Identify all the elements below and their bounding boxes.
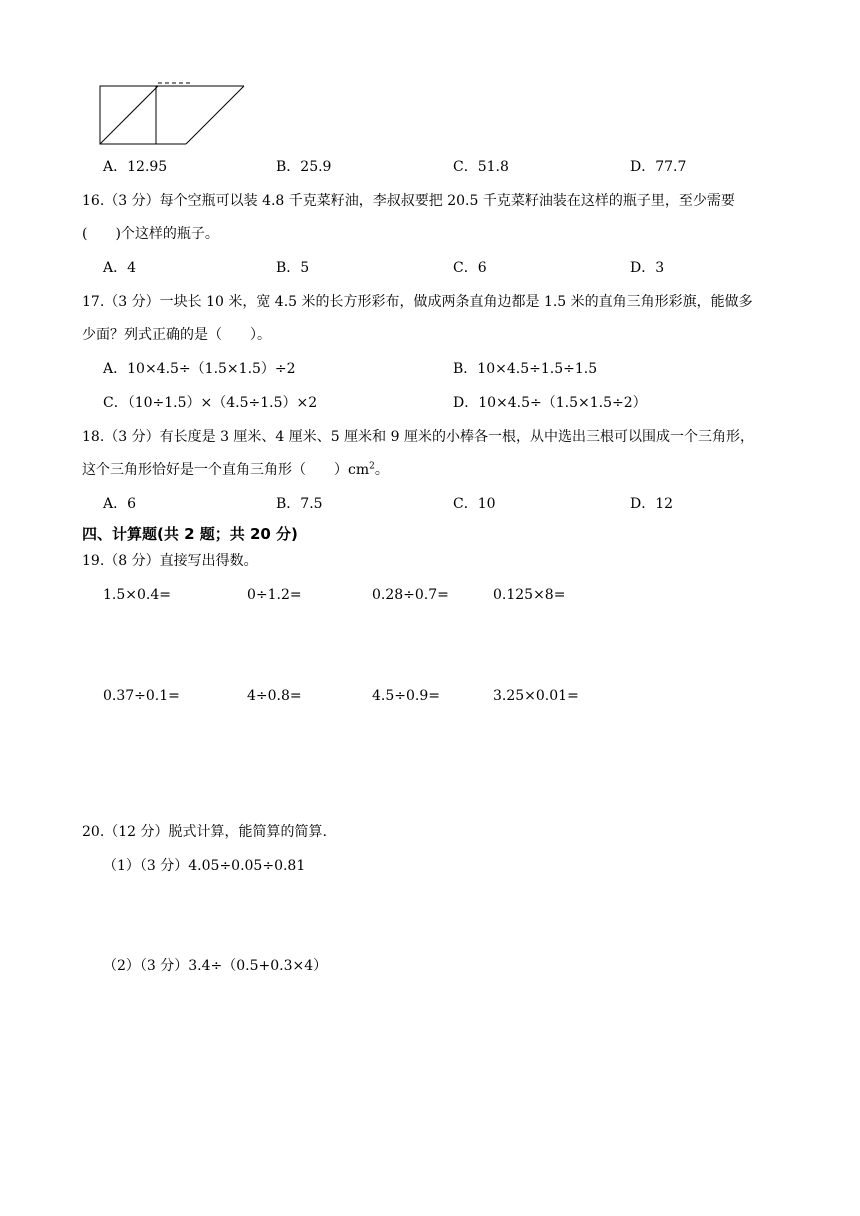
q16-option-d[interactable]: D．3	[630, 260, 665, 276]
question-number: 18.	[82, 429, 105, 445]
q19-item: 1.5×0.4=	[103, 587, 171, 603]
q19-item: 3.25×0.01=	[493, 688, 579, 704]
figure-diagonal	[100, 86, 158, 144]
q17-option-a[interactable]: A．10×4.5÷（1.5×1.5）÷2	[103, 361, 296, 377]
question-number: 19.	[82, 553, 105, 569]
q16-option-b[interactable]: B．5	[276, 260, 310, 276]
q18-line2: 这个三角形恰好是一个直角三角形（ ）$cm^2$。	[82, 461, 389, 478]
section-heading: 四、计算题(共 2 题；共 20 分)	[82, 525, 298, 543]
q17-option-d[interactable]: D．10×4.5÷（1.5×1.5÷2）	[453, 395, 647, 411]
question-number: 16.	[82, 193, 105, 209]
q19-item: 0.28÷0.7=	[372, 587, 449, 603]
q15-option-a[interactable]: A．12.95	[103, 159, 168, 175]
q15-option-d[interactable]: D．77.7	[630, 159, 687, 175]
question-number: 20.	[82, 824, 105, 840]
q19-item: 4.5÷0.9=	[372, 688, 440, 704]
question-score: （3 分）	[104, 429, 160, 445]
q15-figure	[98, 82, 248, 146]
q20-part-1: （1）（3 分）4.05÷0.05÷0.81	[103, 858, 306, 874]
figure-right-slant	[186, 86, 244, 144]
q17-line2: 少面？列式正确的是（ ）。	[82, 327, 271, 343]
q15-option-c[interactable]: C．51.8	[453, 159, 509, 175]
q15-option-b[interactable]: B．25.9	[276, 159, 332, 175]
q19-item: 0.125×8=	[493, 587, 566, 603]
question-score: （8 分）	[104, 553, 160, 569]
question-score: （12 分）	[104, 824, 169, 840]
q19-item: 0.37÷0.1=	[103, 688, 180, 704]
q17-option-b[interactable]: B．10×4.5÷1.5÷1.5	[453, 361, 598, 377]
q19-item: 4÷0.8=	[247, 688, 302, 704]
question-number: 17.	[82, 294, 105, 310]
q16-line1: 16.（3 分）每个空瓶可以装 4.8 千克菜籽油，李叔叔要把 20.5 千克菜籽油装在这样的瓶子里，至少需要	[82, 193, 735, 209]
q20-part-2: （2）（3 分）3.4÷（0.5+0.3×4）	[103, 958, 328, 974]
q19-item: 0÷1.2=	[247, 587, 302, 603]
question-score: （3 分）	[104, 193, 160, 209]
question-score: （3 分）	[104, 294, 160, 310]
q18-option-b[interactable]: B．7.5	[276, 496, 323, 512]
q20-prompt: 20.（12 分）脱式计算，能简算的简算.	[82, 824, 327, 840]
q16-option-c[interactable]: C．6	[453, 260, 487, 276]
q18-option-a[interactable]: A．6	[103, 496, 137, 512]
superscript: 2	[369, 461, 375, 472]
q18-option-c[interactable]: C．10	[453, 496, 496, 512]
q16-option-a[interactable]: A．4	[103, 260, 137, 276]
q19-prompt: 19.（8 分）直接写出得数。	[82, 553, 258, 569]
q18-option-d[interactable]: D．12	[630, 496, 674, 512]
q17-line1: 17.（3 分）一块长 10 米，宽 4.5 米的长方形彩布，做成两条直角边都是 1.5 米的直角三角形彩旗，能做多	[82, 294, 753, 310]
q17-option-c[interactable]: C．（10÷1.5）×（4.5÷1.5）×2	[103, 395, 318, 411]
q18-line1: 18.（3 分）有长度是 3 厘米、4 厘米、5 厘米和 9 厘米的小棒各一根，从中选出三根可以围成一个三角形，	[82, 429, 754, 445]
q16-line2: ( )个这样的瓶子。	[82, 226, 219, 242]
